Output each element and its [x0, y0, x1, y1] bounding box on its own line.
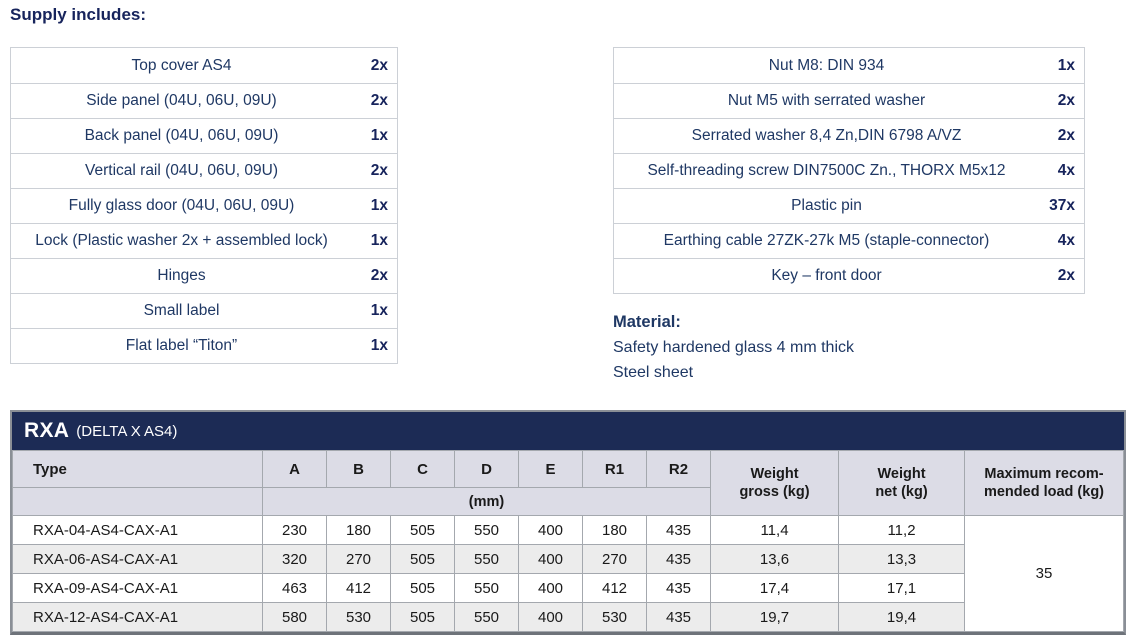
cell-c: 505: [391, 603, 455, 632]
supply-item-label: Side panel (04U, 06U, 09U): [86, 92, 277, 109]
cell-weight-gross: 13,6: [711, 545, 839, 574]
cell-b: 412: [327, 574, 391, 603]
supply-row: [11, 83, 397, 118]
supply-item-qty: 1x: [370, 302, 388, 319]
supply-row: [614, 118, 1084, 153]
cell-type: RXA-04-AS4-CAX-A1: [13, 516, 263, 545]
cell-d: 550: [455, 516, 519, 545]
supply-item-qty: 1x: [370, 197, 388, 214]
weight-gross-line1: Weight: [750, 466, 799, 482]
product-series-subtitle: (DELTA X AS4): [76, 422, 178, 440]
col-header-b: B: [327, 451, 391, 488]
supply-item-label: Nut M8: DIN 934: [768, 56, 885, 74]
supply-item-qty: 1x: [370, 232, 388, 249]
cell-r2: 435: [647, 574, 711, 603]
material-line: Safety hardened glass 4 mm thick: [613, 339, 855, 356]
supply-row: [11, 258, 397, 293]
cell-e: 400: [519, 574, 583, 603]
weight-net-line2: net (kg): [875, 484, 928, 500]
supply-item-qty: 4x: [1057, 232, 1075, 249]
supply-item-qty: 2x: [370, 267, 388, 284]
cell-a: 463: [263, 574, 327, 603]
product-spec-table: [10, 410, 1126, 635]
supply-item-qty: 4x: [1057, 162, 1075, 179]
material-section: [613, 310, 854, 385]
supply-item-label: Flat label “Titon”: [125, 337, 238, 354]
supply-item-label: Lock (Plastic washer 2x + assembled lock): [35, 232, 328, 249]
product-title-bar: [12, 412, 1124, 450]
unit-label: (mm): [263, 488, 711, 516]
supply-row: [11, 223, 397, 258]
cell-e: 400: [519, 545, 583, 574]
cell-e: 400: [519, 603, 583, 632]
cell-b: 180: [327, 516, 391, 545]
cell-weight-net: 13,3: [839, 545, 965, 574]
cell-d: 550: [455, 545, 519, 574]
supply-row: [614, 188, 1084, 223]
supply-item-label: Serrated washer 8,4 Zn,DIN 6798 A/VZ: [691, 127, 962, 144]
supply-row: [614, 153, 1084, 188]
supply-item-qty: 1x: [370, 127, 388, 144]
weight-net-line1: Weight: [877, 466, 926, 482]
spec-row: [13, 574, 1124, 603]
supply-row: [11, 118, 397, 153]
supply-row: [11, 328, 397, 363]
cell-e: 400: [519, 516, 583, 545]
cell-d: 550: [455, 574, 519, 603]
supply-item-qty: 37x: [1049, 197, 1075, 214]
spec-row: [13, 603, 1124, 632]
supply-row: [11, 188, 397, 223]
col-header-r2: R2: [647, 451, 711, 488]
cell-c: 505: [391, 545, 455, 574]
supply-item-label: Hinges: [157, 267, 206, 284]
supply-item-label: Vertical rail (04U, 06U, 09U): [85, 162, 278, 179]
supply-row: [11, 48, 397, 83]
col-header-weight-gross: [711, 451, 839, 516]
spec-table: [12, 450, 1124, 632]
col-header-type: Type: [13, 451, 263, 488]
supply-list-left: [10, 47, 398, 364]
max-load-line1: Maximum recom-: [984, 466, 1104, 482]
unit-row-empty-cell: [13, 488, 263, 516]
col-header-a: A: [263, 451, 327, 488]
cell-r2: 435: [647, 603, 711, 632]
cell-weight-net: 11,2: [839, 516, 965, 545]
supply-item-label: Small label: [143, 302, 220, 319]
cell-c: 505: [391, 516, 455, 545]
cell-weight-gross: 11,4: [711, 516, 839, 545]
col-header-r1: R1: [583, 451, 647, 488]
supply-row: [11, 153, 397, 188]
cell-r1: 412: [583, 574, 647, 603]
max-load-line2: mended load (kg): [983, 484, 1105, 500]
spec-row: [13, 516, 1124, 545]
supply-list-right: [613, 47, 1085, 294]
supply-includes-heading: Supply includes:: [10, 5, 147, 24]
supply-item-label: Self-threading screw DIN7500C Zn., THORX M5x12: [647, 162, 1006, 179]
supply-item-qty: 2x: [1057, 127, 1075, 144]
supply-item-qty: 2x: [370, 92, 388, 109]
weight-gross-line2: gross (kg): [739, 484, 810, 500]
spec-header-row: [13, 451, 1124, 488]
cell-c: 505: [391, 574, 455, 603]
material-line: Steel sheet: [613, 364, 694, 381]
supply-item-qty: 2x: [370, 56, 388, 74]
supply-row: [614, 83, 1084, 118]
supply-item-label: Key – front door: [771, 267, 882, 284]
cell-b: 530: [327, 603, 391, 632]
cell-r2: 435: [647, 516, 711, 545]
cell-a: 230: [263, 516, 327, 545]
cell-type: RXA-06-AS4-CAX-A1: [13, 545, 263, 574]
supply-item-qty: 2x: [1057, 92, 1075, 109]
supply-item-qty: 2x: [1057, 267, 1075, 284]
cell-a: 580: [263, 603, 327, 632]
cell-b: 270: [327, 545, 391, 574]
cell-weight-gross: 17,4: [711, 574, 839, 603]
cell-r2: 435: [647, 545, 711, 574]
supply-item-label: Plastic pin: [791, 197, 862, 214]
cell-type: RXA-09-AS4-CAX-A1: [13, 574, 263, 603]
supply-row: [614, 258, 1084, 293]
cell-weight-net: 17,1: [839, 574, 965, 603]
material-heading: Material:: [613, 313, 681, 331]
supply-row: [11, 293, 397, 328]
supply-item-qty: 1x: [1057, 56, 1075, 74]
supply-item-label: Fully glass door (04U, 06U, 09U): [68, 197, 295, 214]
col-header-max-load: [965, 451, 1124, 516]
col-header-weight-net: [839, 451, 965, 516]
cell-max-load: 35: [965, 516, 1124, 632]
spec-row: [13, 545, 1124, 574]
cell-r1: 530: [583, 603, 647, 632]
supply-item-label: Top cover AS4: [131, 56, 232, 74]
col-header-d: D: [455, 451, 519, 488]
cell-weight-net: 19,4: [839, 603, 965, 632]
supply-item-label: Earthing cable 27ZK-27k M5 (staple-connector): [663, 232, 990, 249]
supply-row: [614, 223, 1084, 258]
cell-type: RXA-12-AS4-CAX-A1: [13, 603, 263, 632]
cell-d: 550: [455, 603, 519, 632]
col-header-e: E: [519, 451, 583, 488]
cell-r1: 270: [583, 545, 647, 574]
supply-item-qty: 2x: [370, 162, 388, 179]
supply-row: [614, 48, 1084, 83]
cell-r1: 180: [583, 516, 647, 545]
col-header-c: C: [391, 451, 455, 488]
supply-item-label: Nut M5 with serrated washer: [727, 92, 926, 109]
cell-weight-gross: 19,7: [711, 603, 839, 632]
product-series-name: RXA: [24, 419, 70, 442]
cell-a: 320: [263, 545, 327, 574]
supply-item-qty: 1x: [370, 337, 388, 354]
supply-item-label: Back panel (04U, 06U, 09U): [84, 127, 279, 144]
